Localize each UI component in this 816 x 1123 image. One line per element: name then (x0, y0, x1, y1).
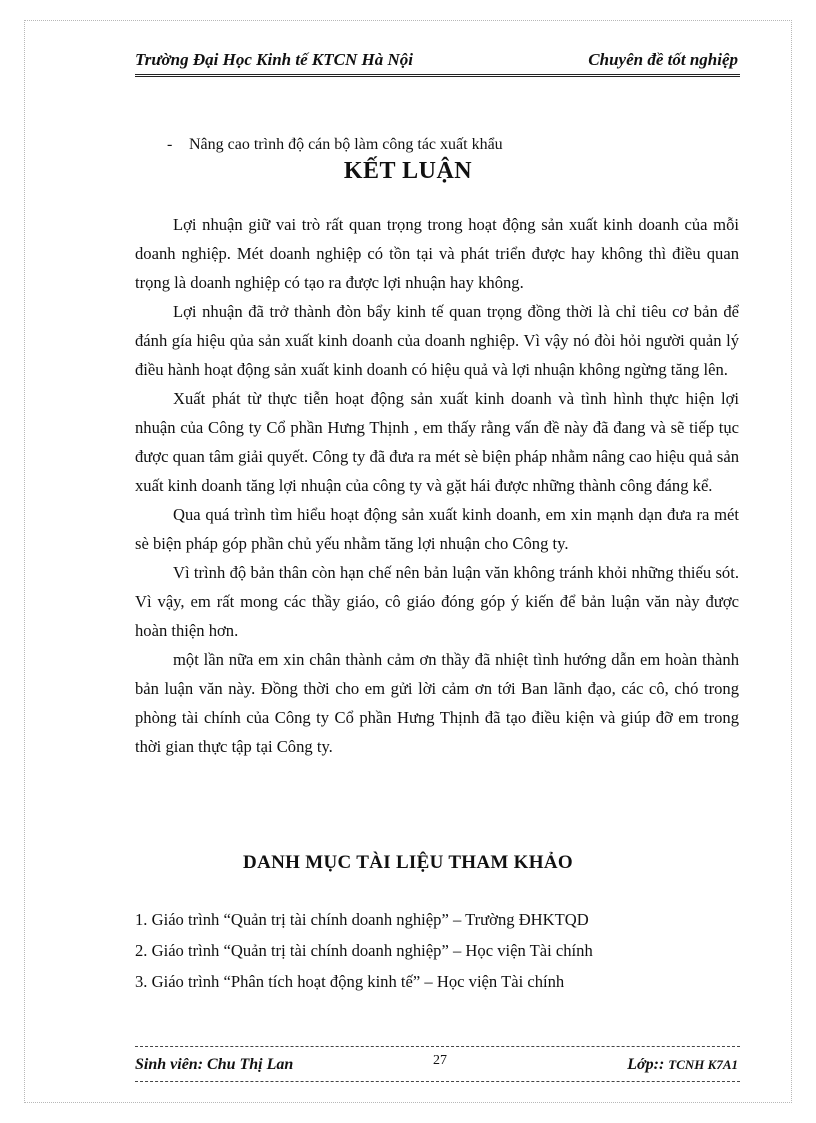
reference-item: 1. Giáo trình “Quản trị tài chính doanh nghiệp” – Trường ĐHKTQD (135, 910, 589, 929)
section-title: KẾT LUẬN (343, 158, 473, 184)
references-title: DANH MỤC TÀI LIỆU THAM KHẢO (243, 852, 573, 873)
intro-bullet-text: Nâng cao trình độ cán bộ làm công tác xuất khẩu (189, 136, 503, 153)
header-doc-type: Chuyên đề tốt nghiệp (588, 50, 738, 69)
footer-class (627, 1056, 738, 1074)
footer-student: Sinh viên: Chu Thị Lan (135, 1056, 294, 1073)
footer-class-value: TCNH K7A1 (668, 1057, 738, 1072)
references-list (135, 904, 739, 997)
reference-item: 3. Giáo trình “Phân tích hoạt động kinh tế” – Học viện Tài chính (135, 972, 565, 991)
bullet-dash: - (167, 136, 173, 153)
reference-item: 2. Giáo trình “Quản trị tài chính doanh nghiệp” – Học viện Tài chính (135, 941, 593, 960)
page-number: 27 (433, 1053, 447, 1068)
header-school: Trường Đại Học Kinh tế KTCN Hà Nội (135, 50, 413, 69)
page-header (135, 46, 740, 77)
page-footer (135, 1046, 740, 1082)
intro-bullet-line (167, 136, 503, 154)
paragraph: Lợi nhuận đã trở thành đòn bẩy kinh tế quan trọng đồng thời là chỉ tiêu cơ bản để đánh gía hiệu qủa sản xuất kinh doanh của doanh nghiệp. Vì vậy nó đòi hỏi người quản lý điều hành hoạt động sản xuất kinh doanh có hiệu quả và lợi nhuận không ngừng tăng lên. (135, 302, 739, 379)
paragraph: Vì trình độ bản thân còn hạn chế nên bản luận văn không tránh khỏi những thiếu sót. Vì vậy, em rất mong các thầy giáo, cô giáo đóng góp ý kiến để bản luận văn này được hoàn thiện hơn. (135, 563, 739, 640)
paragraph: Xuất phát từ thực tiễn hoạt động sản xuất kinh doanh và tình hình thực hiện lợi nhuận của Công ty Cổ phần Hưng Thịnh , em thấy rằng vấn đề này đã đang và sẽ tiếp tục được quan tâm giải quyết. Công ty đã đưa ra mét sè biện pháp nhằm nâng cao hiệu quả sản xuất kinh doanh tăng lợi nhuận của công ty và gặt hái được những thành công đáng kể. (135, 389, 739, 495)
conclusion-body (135, 210, 739, 761)
paragraph: một lần nữa em xin chân thành cảm ơn thầy đã nhiệt tình hướng dẫn em hoàn thành bản luận văn này. Đồng thời cho em gửi lời cảm ơn tới Ban lãnh đạo, các cô, chó trong phòng tài chính của Công ty Cổ phần Hưng Thịnh đã tạo điều kiện và giúp đỡ em trong thời gian thực tập tại Công ty. (135, 650, 739, 756)
paragraph: Lợi nhuận giữ vai trò rất quan trọng trong hoạt động sản xuất kinh doanh của mỗi doanh nghiệp. Mét doanh nghiệp có tồn tại và phát triển được hay không thì điều quan trọng là doanh nghiệp có tạo ra được lợi nhuận hay không. (135, 215, 739, 292)
paragraph: Qua quá trình tìm hiểu hoạt động sản xuất kinh doanh, em xin mạnh dạn đưa ra mét sè biện pháp góp phần chủ yếu nhằm tăng lợi nhuận cho Công ty. (135, 505, 739, 553)
footer-class-label: Lớp:: (627, 1056, 665, 1073)
